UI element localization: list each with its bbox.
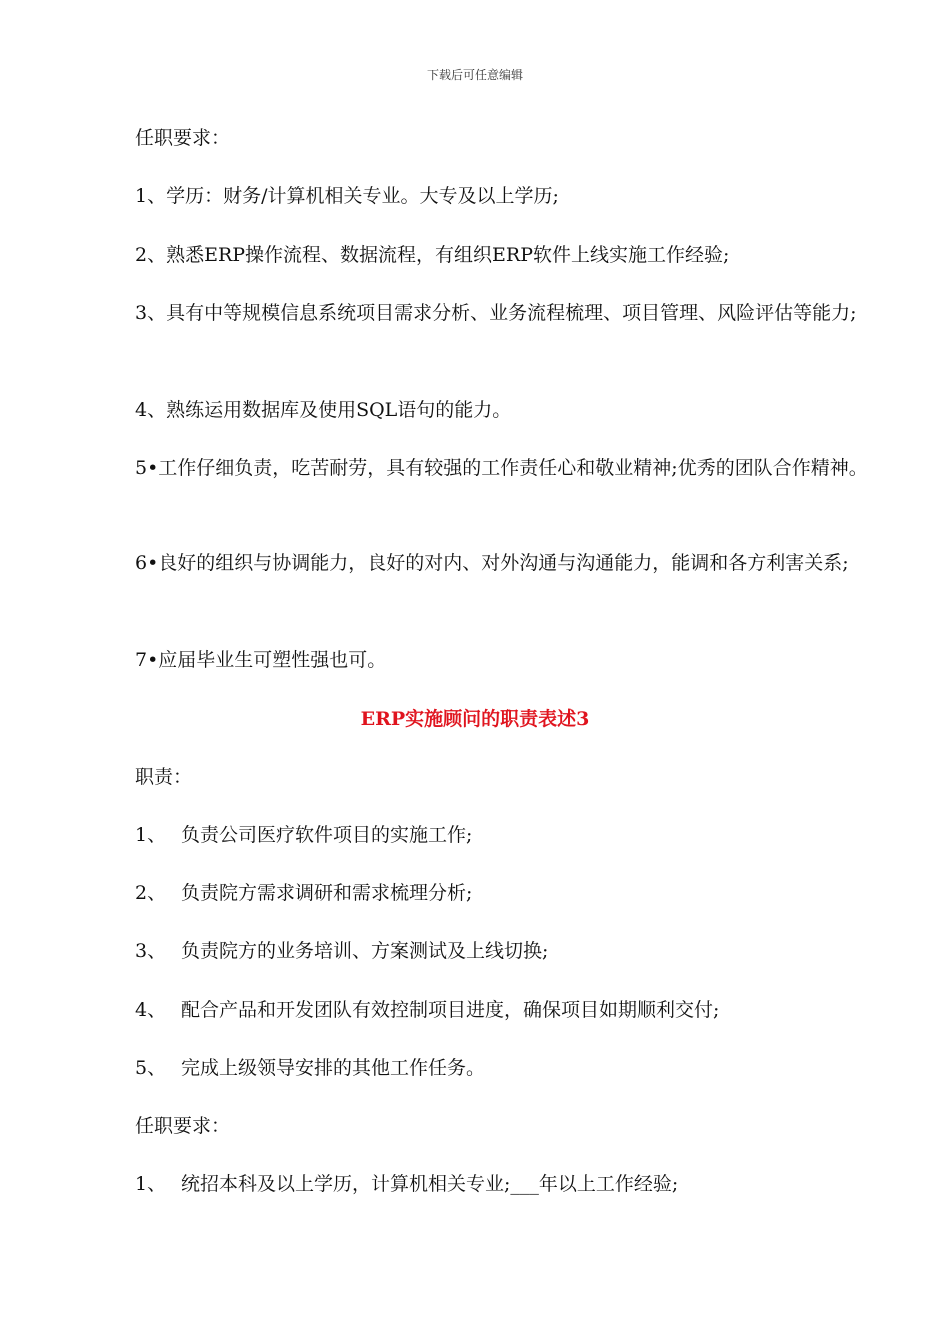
- requirement-item: [135, 1172, 678, 1196]
- duty-number: 3、: [135, 940, 167, 962]
- duty-number: 1、: [135, 824, 167, 846]
- requirement-item-5: [88, 449, 868, 487]
- requirement-item-3: [88, 294, 868, 332]
- requirement-number: 1、: [135, 1173, 167, 1195]
- requirements-heading: 任职要求：: [135, 127, 231, 149]
- duty-number: 2、: [135, 882, 167, 904]
- requirement-item-6-text: 6•良好的组织与协调能力，良好的对内、对外沟通与沟通能力，能调和各方利害关系;: [135, 552, 849, 574]
- duty-text: 配合产品和开发团队有效控制项目进度，确保项目如期顺利交付;: [181, 999, 720, 1021]
- duty-text: 负责公司医疗软件项目的实施工作;: [181, 824, 473, 846]
- duty-number: 4、: [135, 999, 167, 1021]
- requirement-text: 统招本科及以上学历，计算机相关专业;___年以上工作经验;: [181, 1173, 679, 1195]
- requirement-item-1: 1、学历：财务/计算机相关专业。大专及以上学历;: [135, 185, 559, 207]
- section-title: ERP实施顾问的职责表述3: [360, 708, 590, 730]
- requirement-item-2: 2、熟悉ERP操作流程、数据流程，有组织ERP软件上线实施工作经验;: [135, 244, 730, 266]
- duty-text: 负责院方需求调研和需求梳理分析;: [181, 882, 473, 904]
- duty-item: [135, 1056, 485, 1080]
- duty-text: 负责院方的业务培训、方案测试及上线切换;: [181, 940, 549, 962]
- requirement-item-4: 4、熟练运用数据库及使用SQL语句的能力。: [135, 399, 512, 421]
- page-header: 下载后可任意编辑: [426, 68, 523, 82]
- requirement-item-3-text: 3、具有中等规模信息系统项目需求分析、业务流程梳理、项目管理、风险评估等能力;: [135, 302, 857, 324]
- duty-text: 完成上级领导安排的其他工作任务。: [181, 1057, 486, 1079]
- requirement-item-7: 7•应届毕业生可塑性强也可。: [135, 649, 387, 671]
- duty-number: 5、: [135, 1057, 167, 1079]
- requirement-item-6: [88, 544, 868, 582]
- duties-heading: 职责：: [135, 766, 193, 788]
- requirement-item-5-text: 5•工作仔细负责，吃苦耐劳，具有较强的工作责任心和敬业精神;优秀的团队合作精神。: [135, 457, 868, 479]
- duty-item: [135, 998, 719, 1022]
- duty-item: [135, 939, 548, 963]
- duty-item: [135, 823, 472, 847]
- requirements-heading-2: 任职要求：: [135, 1115, 231, 1137]
- duty-item: [135, 881, 472, 905]
